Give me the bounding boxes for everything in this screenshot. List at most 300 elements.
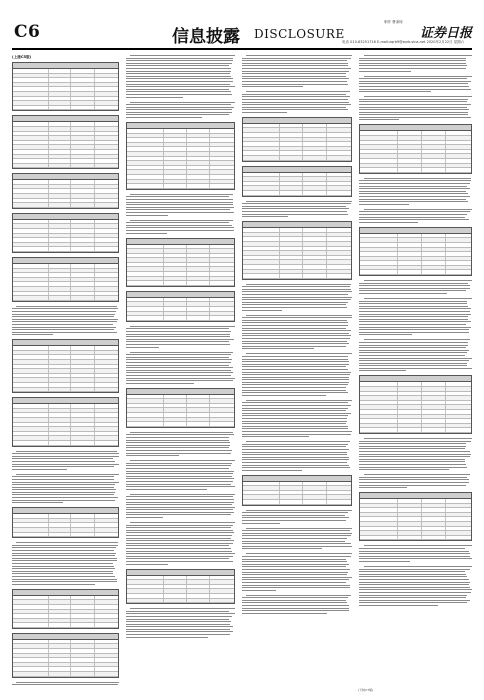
- text-line: [359, 558, 472, 559]
- text-line: [359, 553, 470, 554]
- text-line: [126, 532, 234, 533]
- table-row: [360, 270, 471, 275]
- text-line: [126, 196, 229, 197]
- text-line: [359, 451, 470, 452]
- text-line: [126, 73, 230, 74]
- text-paragraph: [12, 474, 119, 504]
- text-line: [359, 597, 466, 598]
- text-line: [242, 405, 351, 406]
- text-line: [359, 582, 470, 583]
- text-line: [242, 384, 348, 385]
- text-line: [359, 574, 466, 575]
- text-line: [126, 611, 229, 612]
- text-line: [359, 448, 465, 449]
- text-line: [12, 560, 117, 561]
- text-line: [12, 316, 114, 317]
- financial-table: [359, 124, 472, 173]
- text-paragraph: [12, 682, 119, 685]
- contact-line: 电话 010-83251716 E-mail:zqrb9@zqrb.sina.net: [342, 40, 426, 44]
- text-paragraph: [12, 451, 119, 470]
- text-line: [242, 459, 349, 460]
- text-line: [242, 341, 347, 342]
- text-paragraph: [242, 441, 352, 471]
- text-line: [12, 500, 115, 501]
- page-number: C6: [14, 22, 41, 42]
- section-title-english: DISCLOSURE: [254, 27, 345, 41]
- text-line: [359, 600, 470, 601]
- text-line: [242, 387, 346, 388]
- text-line: [359, 99, 468, 100]
- financial-table: [242, 117, 352, 162]
- text-line: [242, 291, 352, 292]
- text-line: [359, 193, 468, 194]
- text-line: [364, 474, 470, 475]
- text-line: [130, 326, 235, 327]
- text-line: [242, 452, 347, 453]
- text-line: [359, 186, 467, 187]
- text-line: [12, 558, 117, 559]
- text-line: [359, 119, 399, 120]
- text-line: [242, 431, 352, 432]
- text-line: [242, 356, 348, 357]
- text-line: [16, 306, 117, 307]
- financial-table: [126, 569, 235, 605]
- text-line: [126, 362, 231, 363]
- text-line: [359, 199, 466, 200]
- text-paragraph: [359, 474, 472, 488]
- text-line: [359, 308, 471, 309]
- financial-table: [12, 633, 119, 678]
- text-line: [359, 283, 468, 284]
- text-paragraph: [126, 326, 235, 348]
- text-line: [242, 569, 350, 570]
- text-line: [242, 512, 348, 513]
- text-line: [126, 71, 231, 72]
- text-line: [16, 451, 117, 452]
- text-line: [242, 587, 350, 588]
- text-line: [12, 573, 113, 574]
- financial-table: [12, 213, 119, 253]
- text-line: [359, 191, 466, 192]
- text-line: [359, 595, 467, 596]
- text-paragraph: [242, 353, 352, 396]
- text-line: [126, 60, 233, 61]
- text-line: [242, 585, 350, 586]
- text-line: [126, 514, 231, 515]
- text-line: [12, 458, 113, 459]
- text-line: [242, 572, 348, 573]
- text-line: [126, 207, 234, 208]
- text-line: [242, 392, 348, 393]
- text-line: [359, 602, 467, 603]
- text-line: [130, 55, 235, 56]
- text-line: [12, 684, 118, 685]
- text-line: [12, 469, 67, 470]
- text-line: [359, 58, 466, 59]
- text-paragraph: [359, 438, 472, 470]
- text-line: [126, 209, 230, 210]
- text-line: [242, 434, 351, 435]
- text-line: [359, 454, 471, 455]
- text-line: [242, 541, 345, 542]
- text-line: [242, 582, 346, 583]
- text-line: [12, 464, 119, 465]
- text-line: [242, 304, 346, 305]
- text-line: [126, 509, 233, 510]
- text-line: [359, 303, 467, 304]
- text-line: [12, 476, 114, 477]
- text-paragraph: [242, 528, 352, 550]
- text-line: [242, 364, 349, 365]
- financial-table: [12, 507, 119, 538]
- text-paragraph: [242, 595, 352, 614]
- text-line: [242, 423, 346, 424]
- text-line: [126, 336, 230, 337]
- text-line: [126, 530, 233, 531]
- text-line: [126, 86, 235, 87]
- text-line: [126, 370, 231, 371]
- text-line: [359, 482, 469, 483]
- text-line: [126, 104, 231, 105]
- text-line: [242, 390, 346, 391]
- page-header: [12, 18, 472, 48]
- text-line: [359, 222, 418, 223]
- text-line: [242, 517, 349, 518]
- text-line: [359, 306, 468, 307]
- text-line: [242, 286, 350, 287]
- text-line: [126, 561, 233, 562]
- text-line: [359, 114, 468, 115]
- text-paragraph: [126, 220, 235, 234]
- text-line: [242, 610, 349, 611]
- column-heading: (上接C5版): [12, 55, 32, 59]
- text-line: [126, 556, 233, 557]
- text-line: [242, 94, 346, 95]
- text-line: [126, 212, 234, 213]
- text-line: [242, 543, 351, 544]
- text-line: [12, 311, 116, 312]
- text-line: [12, 550, 114, 551]
- text-line: [242, 561, 347, 562]
- text-line: [359, 464, 466, 465]
- text-line: [242, 454, 347, 455]
- text-line: [126, 626, 233, 627]
- text-line: [126, 447, 229, 448]
- text-line: [12, 571, 113, 572]
- text-line: [242, 297, 352, 298]
- text-line: [242, 556, 351, 557]
- financial-table: [242, 221, 352, 280]
- text-line: [242, 328, 346, 329]
- text-line: [246, 441, 350, 442]
- text-line: [242, 307, 347, 308]
- text-line: [242, 333, 349, 334]
- text-line: [126, 468, 229, 469]
- text-line: [16, 542, 118, 543]
- text-line: [126, 222, 229, 223]
- text-line: [359, 63, 466, 64]
- text-line: [359, 314, 471, 315]
- text-line: [126, 613, 235, 614]
- text-line: [12, 484, 115, 485]
- text-line: [126, 637, 208, 638]
- table-row: [243, 500, 351, 505]
- text-line: [242, 325, 348, 326]
- text-line: [126, 365, 229, 366]
- text-line: [359, 467, 467, 468]
- text-line: [242, 78, 349, 79]
- text-line: [242, 444, 348, 445]
- text-line: [126, 367, 233, 368]
- text-paragraph: [242, 315, 352, 350]
- text-line: [359, 548, 465, 549]
- text-line: [126, 202, 233, 203]
- text-line: [12, 568, 115, 569]
- text-line: [126, 486, 235, 487]
- text-paragraph: [242, 553, 352, 590]
- text-line: [242, 310, 282, 311]
- text-line: [12, 308, 118, 309]
- text-line: [359, 290, 466, 291]
- text-line: [242, 605, 349, 606]
- text-line: [246, 528, 352, 529]
- text-line: [12, 482, 119, 483]
- text-line: [126, 76, 231, 77]
- text-line: [126, 471, 234, 472]
- text-line: [126, 504, 232, 505]
- text-line: [242, 559, 346, 560]
- text-line: [359, 301, 467, 302]
- text-line: [126, 328, 229, 329]
- text-line: [242, 112, 287, 113]
- table-row: [127, 599, 234, 604]
- text-line: [242, 81, 347, 82]
- text-line: [126, 378, 235, 379]
- text-line: [126, 344, 230, 345]
- text-line: [126, 489, 207, 490]
- table-row: [127, 422, 234, 427]
- text-line: [126, 543, 233, 544]
- text-line: [126, 527, 231, 528]
- text-line: [126, 450, 232, 451]
- financial-table: [359, 492, 472, 541]
- text-paragraph: [12, 542, 119, 585]
- text-line: [364, 55, 472, 56]
- table-row: [13, 247, 118, 252]
- text-line: [359, 311, 470, 312]
- text-line: [12, 314, 115, 315]
- text-line: [242, 372, 351, 373]
- text-line: [126, 476, 232, 477]
- text-line: [359, 477, 467, 478]
- text-line: [126, 616, 232, 617]
- text-line: [242, 63, 348, 64]
- text-line: [242, 602, 347, 603]
- text-line: [242, 546, 352, 547]
- text-line: [12, 453, 119, 454]
- text-line: [126, 383, 194, 384]
- text-line: [12, 492, 115, 493]
- text-line: [359, 204, 409, 205]
- text-line: [364, 280, 472, 281]
- text-line: [359, 352, 467, 353]
- text-line: [364, 298, 472, 299]
- text-paragraph: [126, 352, 235, 384]
- text-line: [359, 605, 438, 606]
- table-row: [243, 156, 351, 161]
- text-line: [242, 470, 302, 471]
- text-line: [242, 102, 349, 103]
- text-line: [126, 65, 229, 66]
- text-line: [242, 374, 350, 375]
- financial-table: [126, 388, 235, 428]
- text-line: [126, 81, 233, 82]
- text-line: [130, 522, 235, 523]
- editor-line: 制作 曹秉琛: [384, 20, 403, 24]
- text-line: [12, 563, 113, 564]
- text-line: [364, 96, 472, 97]
- text-line: [242, 538, 347, 539]
- text-line: [126, 331, 231, 332]
- text-line: [126, 440, 229, 441]
- text-line: [126, 230, 234, 231]
- text-paragraph: [359, 545, 472, 562]
- financial-table: [12, 62, 119, 111]
- column-1: [12, 55, 119, 685]
- text-line: [12, 479, 114, 480]
- text-line: [12, 579, 117, 580]
- text-line: [126, 334, 230, 335]
- text-line: [126, 463, 232, 464]
- text-line: [242, 71, 349, 72]
- text-line: [359, 587, 470, 588]
- text-line: [359, 332, 469, 333]
- text-line: [12, 545, 118, 546]
- text-line: [246, 201, 352, 202]
- text-line: [242, 320, 347, 321]
- text-line: [126, 112, 232, 113]
- text-line: [359, 327, 471, 328]
- text-line: [126, 89, 229, 90]
- text-line: [126, 465, 231, 466]
- text-line: [242, 338, 350, 339]
- text-line: [246, 400, 352, 401]
- column-3: [242, 55, 352, 685]
- financial-table: [126, 238, 235, 287]
- text-paragraph: [126, 608, 235, 638]
- text-paragraph: [126, 55, 235, 98]
- text-line: [242, 426, 348, 427]
- text-line: [126, 445, 230, 446]
- text-line: [242, 523, 280, 524]
- text-line: [242, 73, 346, 74]
- text-paragraph: [359, 55, 472, 72]
- text-line: [126, 109, 232, 110]
- table-row: [13, 388, 118, 393]
- text-line: [246, 55, 352, 56]
- text-line: [242, 58, 351, 59]
- text-line: [359, 288, 470, 289]
- text-line: [246, 553, 352, 554]
- text-paragraph: [359, 280, 472, 294]
- text-line: [364, 76, 472, 77]
- text-line: [359, 487, 407, 488]
- text-line: [126, 535, 232, 536]
- text-line: [359, 443, 466, 444]
- text-line: [242, 533, 352, 534]
- text-line: [359, 441, 471, 442]
- financial-table: [12, 115, 119, 169]
- text-line: [242, 465, 349, 466]
- text-line: [364, 438, 472, 439]
- table-row: [13, 296, 118, 301]
- text-line: [242, 446, 346, 447]
- text-line: [364, 178, 472, 179]
- text-line: [359, 556, 470, 557]
- text-line: [126, 225, 232, 226]
- text-line: [359, 551, 469, 552]
- text-line: [242, 214, 348, 215]
- text-line: [359, 60, 466, 61]
- text-line: [242, 382, 349, 383]
- text-line: [359, 109, 469, 110]
- text-line: [126, 624, 230, 625]
- table-row: [13, 441, 118, 446]
- text-line: [126, 507, 235, 508]
- text-line: [126, 619, 229, 620]
- text-line: [12, 497, 118, 498]
- text-line: [242, 418, 347, 419]
- text-line: [126, 380, 233, 381]
- text-line: [359, 196, 470, 197]
- text-line: [126, 233, 167, 234]
- text-line: [12, 319, 118, 320]
- table-row: [13, 106, 118, 111]
- text-paragraph: [242, 284, 352, 311]
- contact-date-line: [342, 40, 464, 45]
- text-line: [359, 112, 468, 113]
- continued-note: (下转C7版): [358, 688, 374, 692]
- section-title: 信息披露: [172, 27, 240, 47]
- text-line: [242, 408, 348, 409]
- text-paragraph: [126, 102, 235, 119]
- text-line: [126, 558, 229, 559]
- text-paragraph: [359, 339, 472, 371]
- text-line: [242, 208, 349, 209]
- text-line: [359, 345, 468, 346]
- text-line: [242, 317, 352, 318]
- text-line: [364, 545, 472, 546]
- text-line: [130, 102, 235, 103]
- text-line: [126, 359, 232, 360]
- text-paragraph: [359, 566, 472, 606]
- column-4: [359, 55, 472, 685]
- text-line: [126, 372, 233, 373]
- text-line: [130, 494, 235, 495]
- text-line: [359, 569, 470, 570]
- table-row: [360, 168, 471, 173]
- text-line: [242, 60, 347, 61]
- text-line: [12, 321, 117, 322]
- text-line: [242, 428, 348, 429]
- table-row: [13, 164, 118, 169]
- text-line: [242, 590, 276, 591]
- text-line: [242, 413, 351, 414]
- text-line: [242, 548, 322, 549]
- text-line: [126, 117, 202, 118]
- text-line: [359, 358, 472, 359]
- text-line: [12, 576, 115, 577]
